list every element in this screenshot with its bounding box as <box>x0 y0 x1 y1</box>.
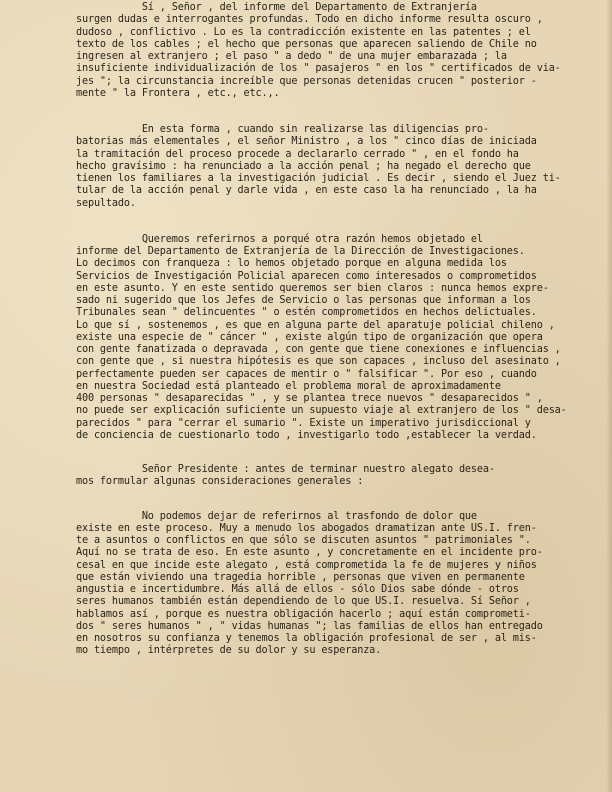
paragraph-extranjeria-doubts <box>76 2 582 100</box>
text-line: Lo que sí , sostenemos , es que en alguna parte del aparatuje policial chileno , <box>76 319 555 331</box>
text-line: la tramitación del proceso procede a declararlo cerrado " , en el fondo ha <box>76 148 519 160</box>
text-line: seres humanos también están dependiendo de lo que US.I. resuelva. Sí Señor , <box>76 596 531 608</box>
text-line: Sí , Señor , del informe del Departamento de Extranjería <box>76 2 477 13</box>
text-line: con gente fanatizada o depravada , con gente que tiene conexiones e influencias , <box>76 344 561 355</box>
text-line: Tribunales sean " delincuentes " o estén comprometidos en hechos delictuales. <box>76 307 537 319</box>
text-line: Servicios de Investigación Policial aparecen como interesados o comprometidos <box>76 270 537 282</box>
text-line: en nosotros su confianza y tenemos la obligación profesional de ser , al mis- <box>76 633 537 644</box>
paragraph-gap <box>76 442 582 464</box>
text-line: dudoso , conflictivo . Lo es la contradicción existente en las patentes ; el <box>76 26 531 38</box>
paragraph-gap <box>76 210 582 234</box>
text-line: ingresen al extranjero ; el paso " a dedo " de una mujer embarazada ; la <box>76 51 507 62</box>
text-line: parecidos " para "cerrar el sumario ". Existe un imperativo jurisdiccional y <box>76 417 531 429</box>
text-line: jes "; la circunstancia increíble que personas detenidas crucen " posterior - <box>76 75 537 87</box>
text-line: mos formular algunas consideraciones generales : <box>76 476 364 488</box>
paragraph-gap <box>76 489 582 511</box>
text-line: Aquí no se trata de eso. En este asunto , y concretamente en el incidente pro- <box>76 547 543 559</box>
text-line: 400 personas " desaparecidas " , y se plantea trece nuevos " desaparecidos " , <box>76 393 543 404</box>
text-line: en nuestra Sociedad está planteado el problema moral de aproximadamente <box>76 380 501 392</box>
text-line: texto de los cables ; el hecho que personas que aparecen saliendo de Chile no <box>76 38 537 50</box>
text-line: existe en este proceso. Muy a menudo los abogados dramatizan ante US.I. fren- <box>76 522 537 534</box>
text-line: dos " seres humanos " , " vidas humanas "; las familias de ellos han entregado <box>76 620 543 632</box>
text-line: con gente que , si nuestra hipótesis es que son capaces , incluso del asesinato , <box>76 356 561 368</box>
text-line: cesal en que incide este alegato , está comprometida la fe de mujeres y niños <box>76 559 537 571</box>
text-line: batorias más elementales , el señor Ministro , a los " cinco días de iniciada <box>76 136 537 148</box>
text-line: que están viviendo una tragedia horrible , personas que viven en permanente <box>76 571 525 583</box>
text-line: tular de la acción penal y darle vida , en este caso la ha renunciado , la ha <box>76 185 537 197</box>
text-line: surgen dudas e interrogantes profundas. Todo en dicho informe resulta oscuro , <box>76 14 543 26</box>
paragraph-president-address <box>76 464 582 489</box>
text-line: te a asuntos o conflictos en que sólo se discuten asuntos " patrimoniales ". <box>76 535 531 546</box>
text-line: hecho gravísimo : ha renunciado a la acción penal ; ha negado el derecho que <box>76 160 531 172</box>
paragraph-minister-closure <box>76 124 582 210</box>
text-line: No podemos dejar de referirnos al trasfondo de dolor que <box>76 510 477 522</box>
text-line: informe del Departamento de Extranjería de la Dirección de Investigaciones. <box>76 246 525 257</box>
text-line: hablamos así , porque es nuestra obligación hacerlo ; aquí están comprometi- <box>76 608 531 620</box>
paragraph-objection-reasons <box>76 234 582 442</box>
text-line: sepultado. <box>76 197 136 209</box>
text-line: no puede ser explicación suficiente un supuesto viaje al extranjero de los " desa- <box>76 405 567 417</box>
text-line: existe una especie de " cáncer " , existe algún tipo de organización que opera <box>76 331 543 343</box>
paragraph-human-suffering <box>76 511 582 658</box>
text-line: perfectamente pueden ser capaces de mentir o " falsificar ". Por eso , cuando <box>76 368 537 380</box>
text-line: tienen los familiares a la investigación judicial . Es decir , siendo el Juez ti- <box>76 173 561 184</box>
text-line: Señor Presidente : antes de terminar nuestro alegato desea- <box>76 464 495 475</box>
text-line: mo tiempo , intérpretes de su dolor y su esperanza. <box>76 645 382 657</box>
text-line: en este asunto. Y en este sentido queremos ser bien claros : nunca hemos expre- <box>76 282 549 294</box>
text-line: mente " la Frontera , etc., etc.,. <box>76 87 280 99</box>
text-line: insuficiente individualización de los " pasajeros " en los " certificados de via- <box>76 63 561 75</box>
text-line: angustia e incertidumbre. Más allá de ellos - sólo Dios sabe dónde - otros <box>76 584 519 595</box>
text-line: Lo decimos con franqueza : lo hemos objetado porque en alguna medida los <box>76 258 507 270</box>
text-line: En esta forma , cuando sin realizarse las diligencias pro- <box>76 124 489 135</box>
paragraph-gap <box>76 100 582 124</box>
text-line: de conciencia de cuestionarlo todo , investigarlo todo ,establecer la verdad. <box>76 429 537 441</box>
text-line: sado ni sugerido que los Jefes de Servicio o las personas que informan a los <box>76 295 531 306</box>
paper-edge-shadow <box>606 0 612 792</box>
text-line: Queremos referirnos a porqué otra razón hemos objetado el <box>76 233 483 245</box>
